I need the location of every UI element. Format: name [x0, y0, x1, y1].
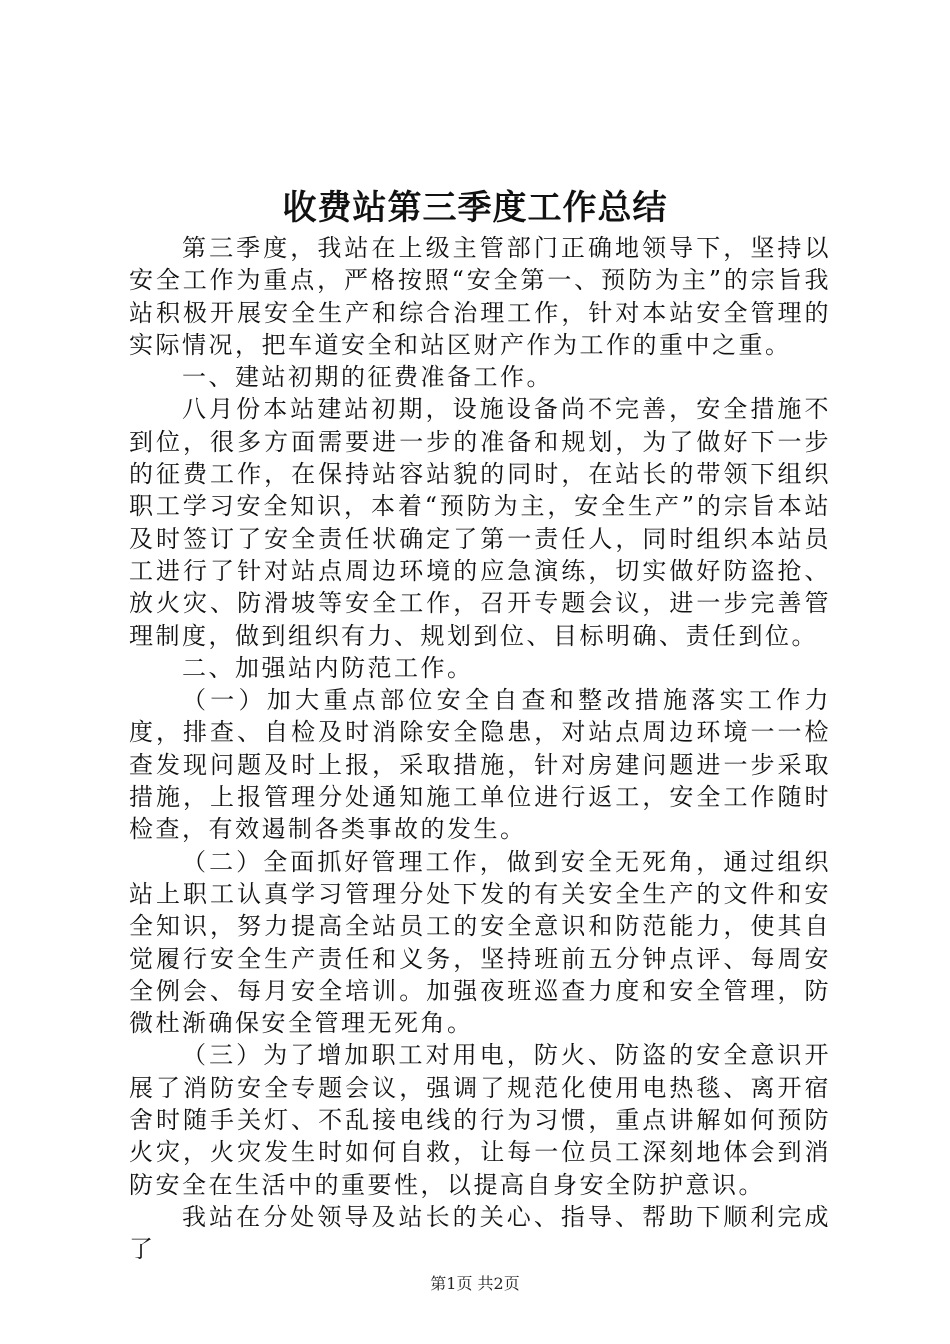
paragraph-intro: 第三季度，我站在上级主管部门正确地领导下，坚持以安全工作为重点，严格按照“安全第一、预防为主”的宗旨我站积极开展安全生产和综合治理工作，针对本站安全管理的实际情况，把车道安全和站区财产作为工作的重中之重。 — [129, 234, 831, 359]
paragraph-item-1: （一）加大重点部位安全自查和整改措施落实工作力度，排查、自检及时消除安全隐患，对站点周边环境一一检查发现问题及时上报，采取措施，针对房建问题进一步采取措施，上报管理分处通知施工单位进行返工，安全工作随时检查，有效遏制各类事故的发生。 — [129, 686, 831, 844]
paragraph-closing: 我站在分处领导及站长的关心、指导、帮助下顺利完成了 — [129, 1202, 831, 1264]
paragraph-item-2: （二）全面抓好管理工作，做到安全无死角，通过组织站上职工认真学习管理分处下发的有关安全生产的文件和安全知识，努力提高全站员工的安全意识和防范能力，使其自觉履行安全生产责任和义务，坚持班前五分钟点评、每周安全例会、每月安全培训。加强夜班巡查力度和安全管理，防微杜渐确保安全管理无死角。 — [129, 847, 831, 1038]
section-heading-1: 一、建站初期的征费准备工作。 — [182, 363, 553, 392]
paragraph-item-3: （三）为了增加职工对用电，防火、防盗的安全意识开展了消防安全专题会议，强调了规范化使用电热毯、离开宿舍时随手关灯、不乱接电线的行为习惯，重点讲解如何预防火灾，火灾发生时如何自救，让每一位员工深刻地体会到消防安全在生活中的重要性，以提高自身安全防护意识。 — [129, 1041, 831, 1199]
page-number-footer: 第1页 共2页 — [430, 1274, 520, 1293]
section-heading-2: 二、加强站内防范工作。 — [182, 653, 474, 682]
paragraph-section-1: 八月份本站建站初期，设施设备尚不完善，安全措施不到位，很多方面需要进一步的准备和规划，为了做好下一步的征费工作，在保持站容站貌的同时，在站长的带领下组织职工学习安全知识，本着“预防为主，安全生产”的宗旨本站及时签订了安全责任状确定了第一责任人，同时组织本站员工进行了针对站点周边环境的应急演练，切实做好防盗抢、放火灾、防滑坡等安全工作，召开专题会议，进一步完善管理制度，做到组织有力、规划到位、目标明确、责任到位。 — [129, 395, 831, 650]
document-body — [129, 232, 831, 1266]
document-title: 收费站第三季度工作总结 — [282, 188, 668, 228]
